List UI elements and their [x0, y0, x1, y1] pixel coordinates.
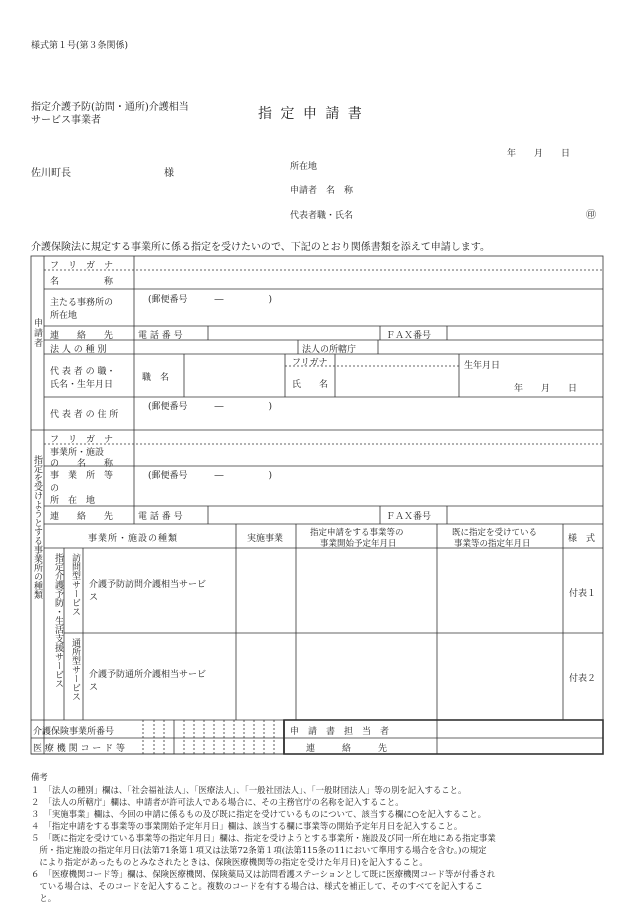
page-title: 指 定 申 請 書: [258, 106, 364, 122]
applicant-name-label: 申請者 名 称: [290, 186, 354, 196]
contact-info-label: 連 絡 先: [306, 744, 388, 754]
rep-label1: 代 表 者 の 職・: [50, 367, 116, 377]
service-row-form: 付表２: [569, 674, 597, 684]
service-row-name2: ス: [89, 593, 99, 603]
service-row-name1: 介護予防通所介護相当サービ: [89, 670, 207, 680]
representative-label: 代表者職・氏名: [290, 211, 354, 221]
facility-phone-label: 電 話 番 号: [138, 512, 183, 522]
rep-furigana-label: フリガナ: [292, 358, 328, 368]
facility-addr-label3: 所 在 地: [50, 496, 96, 506]
applicant-side-label: 申請者: [32, 318, 42, 348]
service-row-name2: ス: [89, 683, 99, 693]
honorific: 様: [164, 168, 174, 179]
facility-fax-label: ＦＡＸ番号: [386, 512, 432, 522]
corp-type-label: 法 人 の 種 別: [50, 345, 107, 355]
note-item: １ 「法人の種別」欄は、「社会福祉法人」、「医療法人」、「一般社団法人」、「一般財団法人」等の別を記入すること。: [31, 785, 467, 795]
facility-name-label1: 事業所・施設: [50, 448, 105, 458]
rep-label2: 氏名・生年月日: [50, 380, 114, 390]
note-item: ５ 「既に指定を受けている事業等の指定年月日」欄は、指定を受けようとする事業所・施設及び同一所在地にある指定事業: [31, 833, 496, 843]
rep-birthdate-label: 生年月日: [464, 361, 501, 371]
facility-furigana-label: フ リ ガ ナ: [50, 435, 114, 445]
col-start-header1: 指定申請をする事業等の: [310, 528, 404, 538]
kaigo-number-label: 介護保険事業所番号: [33, 727, 115, 737]
note-item: ３ 「実施事業」欄は、今回の申請に係るもの及び既に指定を受けているものについて、該当する欄に○を記入すること。: [31, 809, 487, 819]
corp-authority-label: 法人の所轄庁: [302, 345, 357, 355]
address-label: 所在地: [290, 162, 318, 172]
rep-position-label: 職 名: [142, 373, 170, 383]
service-row-name1: 介護予防訪問介護相当サービ: [89, 580, 207, 590]
facility-contact-label: 連 絡 先: [50, 512, 114, 522]
service-type-line1: 指定介護予防(訪問・通所)介護相当: [31, 102, 189, 113]
col-prev-header2: 事業等の指定年月日: [454, 539, 531, 549]
intro-text: 介護保険法に規定する事業所に係る指定を受けたいので、下記のとおり関係書類を添えて申請します。: [31, 242, 490, 253]
service-row-form: 付表１: [569, 589, 597, 599]
applicant-fax-label: ＦＡＸ番号: [386, 331, 432, 341]
service-row-type: 通所型サービス: [70, 638, 80, 701]
rep-birthdate-field[interactable]: 年 月 日: [514, 384, 578, 394]
service-group-label: 指定介護予防・生活支援サービス: [53, 553, 63, 688]
rep-shimei-label: 氏 名: [292, 380, 329, 390]
notes-heading: 備考: [31, 772, 48, 782]
note-item: ２ 「法人の所轄庁」欄は、申請者が許可法人である場合に、その主務官庁の名称を記入すること。: [31, 797, 404, 807]
col-implement-header: 実施事業: [247, 534, 284, 544]
note-item: と。: [31, 893, 57, 903]
applicant-phone-label: 電 話 番 号: [138, 331, 183, 341]
note-item: ４ 「指定申請をする事業等の事業開始予定年月日」欄は、該当する欄に事業等の開始予定年月日を記入すること。: [31, 821, 463, 831]
facility-postal-code-field[interactable]: (郵便番号 ― ): [148, 471, 273, 481]
postal-code-field[interactable]: (郵便番号 ― ): [148, 295, 273, 305]
iryo-code-label: 医 療 機 関 コ ー ド 等: [33, 744, 126, 754]
col-form-header: 様 式: [568, 534, 596, 544]
office-address-label2: 所在地: [50, 311, 78, 321]
facility-addr-label2: の: [50, 484, 60, 494]
facility-addr-label1: 事 業 所 等: [50, 471, 114, 481]
rep-address-label: 代 表 者 の 住 所: [50, 410, 119, 420]
office-address-label1: 主たる事務所の: [50, 298, 114, 308]
facility-name-label2: の 名 称: [50, 459, 114, 469]
seal-icon: ㊞: [586, 210, 596, 221]
service-type-line2: サービス事業者: [31, 115, 101, 126]
rep-postal-code-field[interactable]: (郵便番号 ― ): [148, 402, 273, 412]
service-row-type: 訪問型サービス: [70, 553, 80, 616]
col-kind-header: 事業所・施設の種類: [88, 534, 179, 544]
applicant-name-label-cell: 名 称: [50, 277, 114, 287]
applicant-contact-label: 連 絡 先: [50, 331, 114, 341]
note-item: 所・指定施設の指定年月日(法第71条第１項又は法第72条第１項(法第115条の11において準用する場合を含む。)の規定: [31, 845, 487, 855]
note-item: ６ 「医療機関コード等」欄は、保険医療機関、保険薬局又は訪問看護ステーションとして既に医療機関コード等が付番され: [31, 869, 496, 879]
facility-side-label: 指定を受けようとする事業所の種類: [32, 455, 42, 599]
date-field[interactable]: 年 月 日: [507, 149, 571, 159]
note-item: ている場合は、そのコードを記入すること。複数のコードを有する場合は、様式を補正して、そのすべてを記入するこ: [31, 881, 483, 891]
contact-person-label: 申 請 書 担 当 者: [290, 727, 390, 737]
applicant-furigana-label: フ リ ガ ナ: [50, 261, 114, 271]
col-prev-header1: 既に指定を受けている: [452, 528, 538, 538]
col-start-header2: 事業開始予定年月日: [320, 539, 397, 549]
note-item: により指定があったものとみなされたときは、保険医療機関等の指定を受けた年月日)を記入すること。: [31, 857, 428, 867]
addressee: 佐川町長: [31, 168, 71, 179]
form-number: 様式第１号(第３条関係): [31, 41, 129, 51]
